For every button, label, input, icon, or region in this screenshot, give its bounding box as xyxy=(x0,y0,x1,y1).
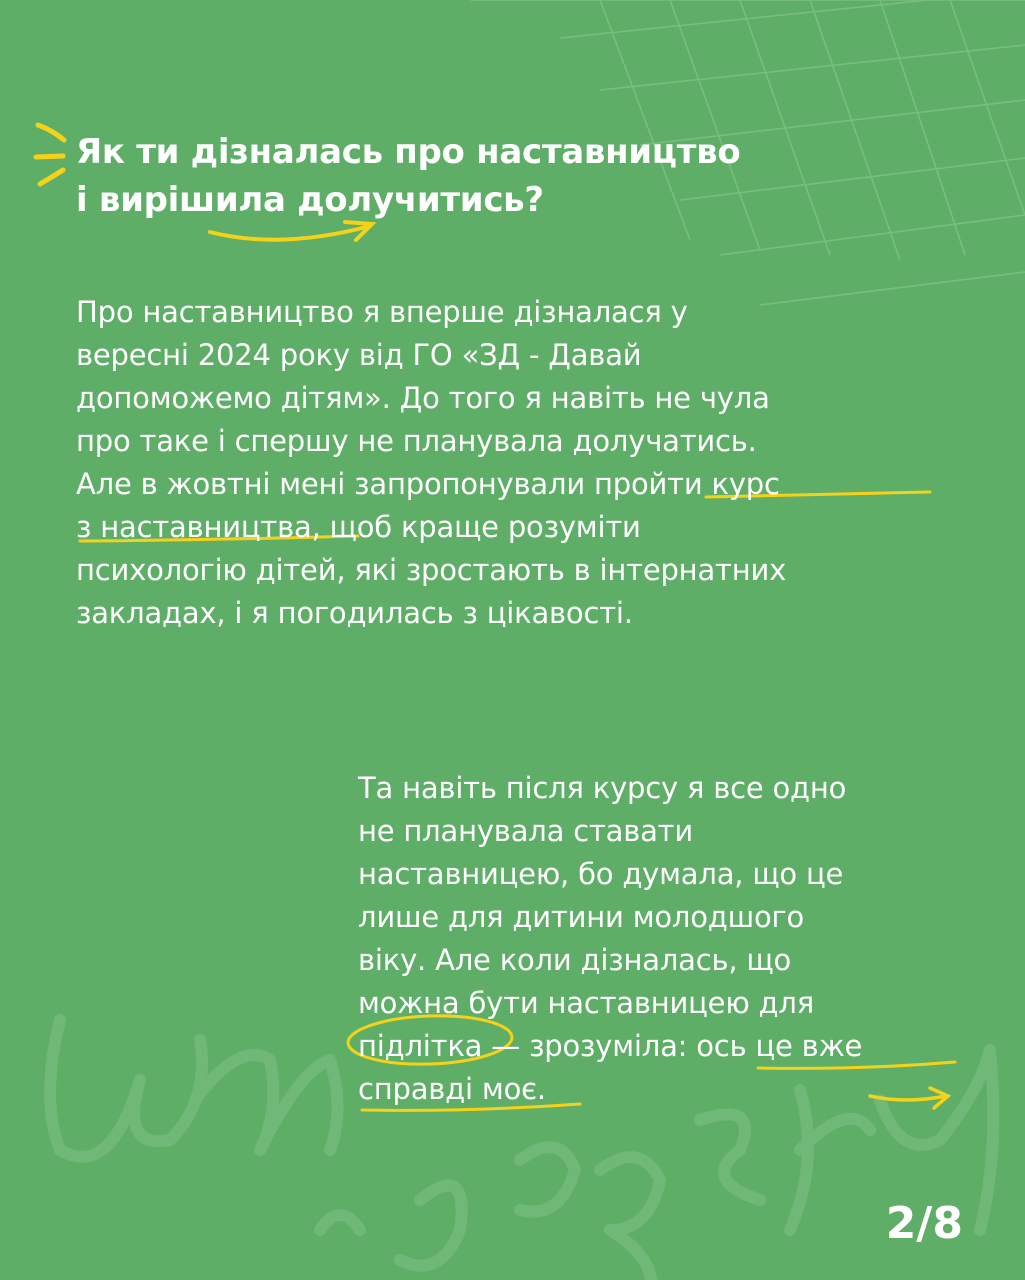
slide-title xyxy=(76,128,976,224)
text-line: допоможемо дітям». До того я навіть не чула xyxy=(76,381,770,415)
highlighted-phrase: ось це вже xyxy=(696,1029,863,1063)
text-line: справді моє. xyxy=(358,1072,546,1106)
highlighted-phrase: з наставництва xyxy=(76,510,312,544)
spark-icon xyxy=(36,125,64,184)
text-line: Про наставництво я вперше дізналася у xyxy=(76,295,688,329)
text-segment: — зрозуміла: xyxy=(482,1029,697,1063)
title-underline-arrow xyxy=(210,222,372,240)
text-segment: , щоб краще розуміти xyxy=(311,510,641,544)
text-line xyxy=(76,463,976,506)
text-line: закладах, і я погодилась з цікавості. xyxy=(76,596,633,630)
text-line: наставницею, бо думала, що це xyxy=(358,857,844,891)
text-line xyxy=(358,1025,998,1068)
text-line xyxy=(76,506,976,549)
title-line: Як ти дізналась про наставництво xyxy=(76,132,741,172)
paragraph-decision xyxy=(358,767,998,1111)
text-line: вересні 2024 року від ГО «ЗД - Давай xyxy=(76,338,642,372)
text-line: психологію дітей, які зростають в інтернатних xyxy=(76,553,787,587)
page-indicator: 2/8 xyxy=(885,1198,963,1249)
text-line: про таке і спершу не планувала долучатись. xyxy=(76,424,757,458)
text-line: віку. Але коли дізналась, що xyxy=(358,943,792,977)
text-line: не планувала ставати xyxy=(358,814,694,848)
text-segment: Але в жовтні мені запропонували xyxy=(76,467,594,501)
highlighted-phrase: пройти курс xyxy=(593,467,780,501)
text-line: лише для дитини молодшого xyxy=(358,900,805,934)
paragraph-intro xyxy=(76,291,976,635)
circled-word: підлітка xyxy=(358,1029,483,1063)
title-line: і вирішила долучитись? xyxy=(76,180,544,220)
text-line: Та навіть після курсу я все одно xyxy=(358,771,847,805)
text-line: можна бути наставницею для xyxy=(358,986,814,1020)
